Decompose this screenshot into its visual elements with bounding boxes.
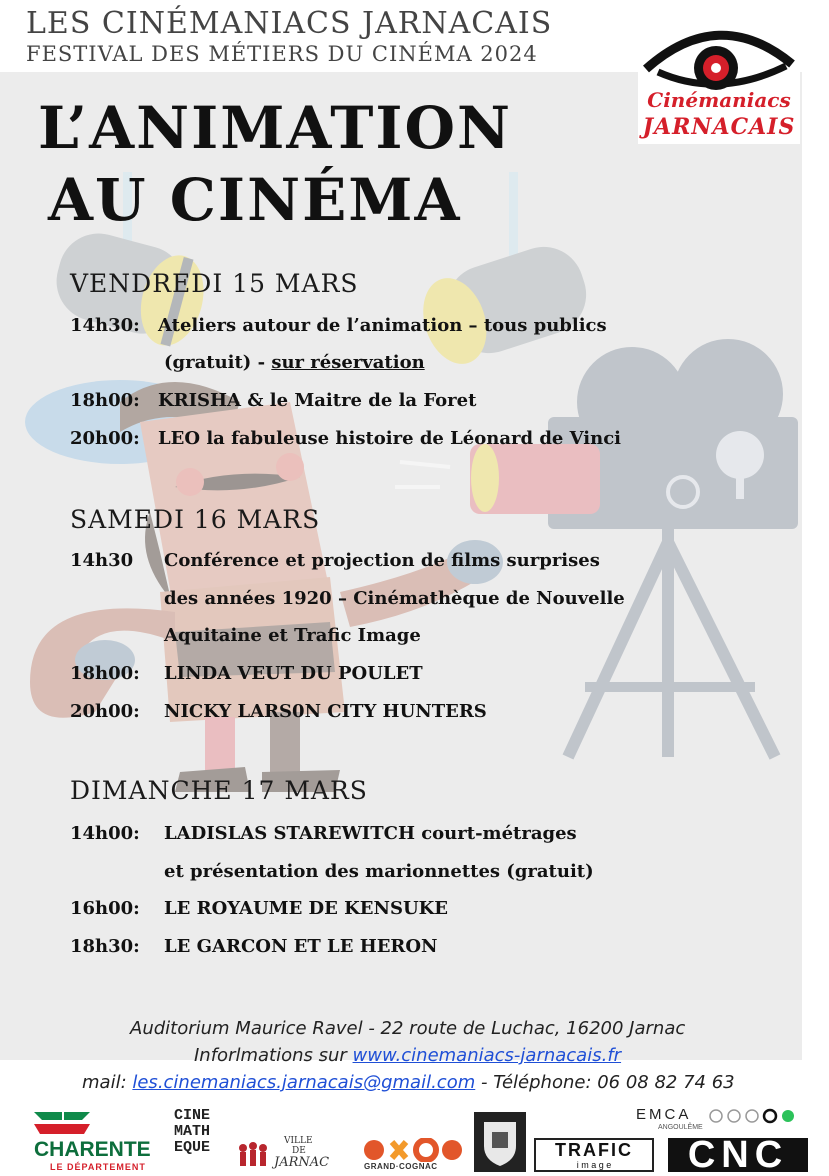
trafic-sub: i m a g e	[576, 1160, 612, 1170]
coat-of-arms-logo	[474, 1112, 526, 1172]
cinemaniacs-logo	[638, 14, 800, 144]
cinematheque-line: CINE	[174, 1107, 211, 1124]
reservation-note: sur réservation	[271, 352, 425, 373]
day-heading-saturday: SAMEDI 16 MARS	[70, 505, 321, 534]
logo-text-line2: JARNACAIS	[642, 114, 796, 140]
figures-icon	[236, 1140, 270, 1170]
event-time: 14h30:	[70, 315, 140, 336]
cnc-logo	[668, 1138, 808, 1172]
event-time: 20h00:	[70, 428, 140, 449]
event-title: LADISLAS STAREWITCH court-métrages	[164, 823, 577, 844]
credit-agricole-sub: LE DÉPARTEMENT	[50, 1162, 146, 1172]
cinematheque-logo	[174, 1108, 220, 1172]
event-time: 14h30	[70, 550, 134, 571]
trafic-name: TRAFIC	[555, 1140, 633, 1160]
event-title-line2: et présentation des marionnettes (gratuit)	[164, 861, 594, 882]
grand-cognac-icon	[362, 1138, 466, 1162]
event-note-free: (gratuit) -	[164, 352, 272, 373]
cinematheque-line: EQUE	[174, 1139, 211, 1156]
title-line2: AU CINÉMA	[48, 166, 462, 234]
emca-logo	[636, 1106, 806, 1136]
emca-sub: ANGOULÊME	[658, 1124, 703, 1131]
festival-name: FESTIVAL DES MÉTIERS DU CINÉMA 2024	[26, 42, 538, 66]
shield-icon	[474, 1112, 526, 1172]
credit-agricole-logo	[30, 1108, 170, 1172]
event-title: Conférence et projection de films surprises	[164, 550, 600, 571]
organization-name: LES CINÉMANIACS JARNACAIS	[26, 6, 553, 41]
day-heading-friday: VENDREDI 15 MARS	[70, 269, 359, 298]
event-time: 16h00:	[70, 898, 140, 919]
event-note	[164, 352, 425, 373]
phone-number: - Téléphone: 06 08 82 74 63	[475, 1072, 735, 1093]
info-prefix: Inforlmations sur	[194, 1045, 353, 1066]
event-title: NICKY LARS0N CITY HUNTERS	[164, 701, 487, 722]
event-title-line2: des années 1920 – Cinémathèque de Nouvelle	[164, 588, 625, 609]
email-link[interactable]: les.cinemaniacs.jarnacais@gmail.com	[132, 1072, 476, 1093]
ville-label: VILLE	[284, 1136, 313, 1146]
event-title: KRISHA & le Maitre de la Foret	[158, 390, 477, 411]
event-title: Ateliers autour de l’animation – tous publics	[158, 315, 607, 336]
event-time: 18h00:	[70, 663, 140, 684]
event-time: 14h00:	[70, 823, 140, 844]
eye-icon	[638, 14, 800, 94]
website-link[interactable]: www.cinemaniacs-jarnacais.fr	[352, 1045, 622, 1066]
emca-name: EMCA	[636, 1106, 692, 1123]
trafic-image-logo	[534, 1138, 654, 1172]
de-label: DE	[292, 1146, 306, 1156]
mail-prefix: mail:	[82, 1072, 133, 1093]
day-heading-sunday: DIMANCHE 17 MARS	[70, 776, 368, 805]
title-line1: L’ANIMATION	[38, 94, 513, 162]
cinematheque-line: MATH	[174, 1123, 211, 1140]
contact-line	[82, 1072, 735, 1093]
event-time: 18h00:	[70, 390, 140, 411]
event-title: LEO la fabuleuse histoire de Léonard de Vinci	[158, 428, 621, 449]
event-title: LE ROYAUME DE KENSUKE	[164, 898, 449, 919]
grand-cognac-name: GRAND·COGNAC	[364, 1162, 438, 1171]
event-time: 20h00:	[70, 701, 140, 722]
info-line	[194, 1045, 621, 1066]
jarnac-label: JARNAC	[274, 1155, 330, 1170]
grand-cognac-logo	[362, 1138, 466, 1172]
logo-text-line1: Cinémaniacs	[647, 88, 791, 112]
credit-agricole-name: CHARENTE	[34, 1138, 151, 1161]
dots-icon	[708, 1108, 798, 1124]
ville-de-jarnac-logo	[236, 1136, 334, 1172]
venue-address: Auditorium Maurice Ravel - 22 route de Luchac, 16200 Jarnac	[130, 1018, 686, 1039]
event-title: LINDA VEUT DU POULET	[164, 663, 423, 684]
event-time: 18h30:	[70, 936, 140, 957]
event-title-line3: Aquitaine et Trafic Image	[164, 625, 421, 646]
credit-agricole-icon	[32, 1108, 92, 1138]
event-title: LE GARCON ET LE HERON	[164, 936, 438, 957]
cnc-name: CNC	[687, 1138, 789, 1172]
